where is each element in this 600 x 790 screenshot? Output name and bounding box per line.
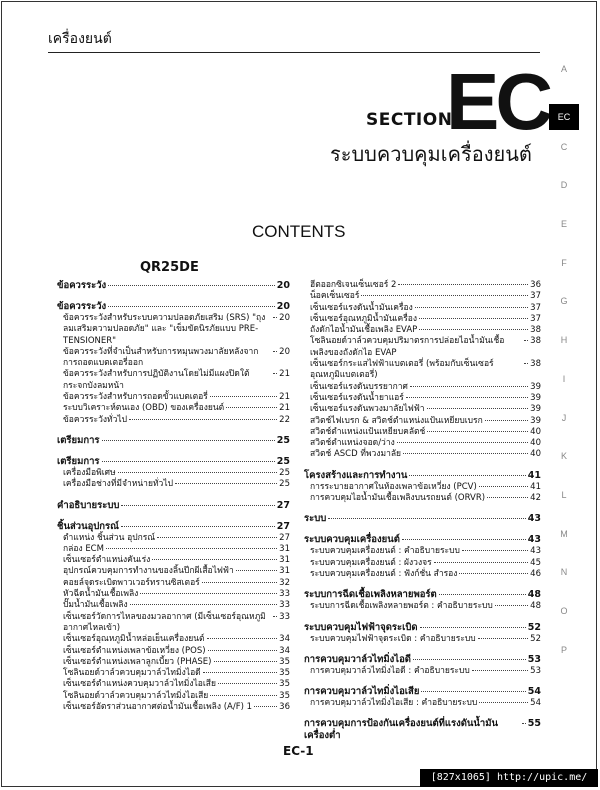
toc-entry-title: การควบคุมวาล์วไทมิ่งไอเสีย xyxy=(304,686,420,698)
toc-page-number: 35 xyxy=(279,690,290,701)
toc-entry[interactable] xyxy=(304,314,541,325)
toc-entry-title: ระบบควบคุมเครื่องยนต์ : ผังวงจร xyxy=(310,557,432,568)
page-number: EC-1 xyxy=(283,744,314,758)
toc-left-column xyxy=(57,280,290,713)
toc-leader-dots xyxy=(273,616,277,617)
toc-entry[interactable] xyxy=(304,280,541,291)
section-tab-n[interactable]: N xyxy=(560,567,568,578)
toc-leader-dots xyxy=(328,518,526,519)
toc-entry-title: โซลินอยด์วาล์วควบคุมวาล์วไทมิ่งไอเสีย xyxy=(63,690,209,701)
toc-entry[interactable] xyxy=(57,578,290,589)
toc-heading[interactable] xyxy=(304,589,541,601)
toc-entry-title: ข้อควรระวังสำหรับการปฏิบัติงานโดยไม่มีแผงปิดใต้กระจกบังลมหน้า xyxy=(63,369,250,391)
toc-entry-title: กล่อง ECM xyxy=(63,543,104,554)
section-tab-p[interactable]: P xyxy=(560,644,567,655)
toc-page-number: 38 xyxy=(530,359,541,370)
toc-leader-dots xyxy=(121,526,275,527)
toc-entry-title: การระบายอากาศในห้องเพลาข้อเหวี่ยง (PCV) xyxy=(310,481,477,492)
toc-entry-title: การควบคุมไอน้ำมันเชื้อเพลิงบนรถยนต์ (ORVR) xyxy=(310,493,486,504)
toc-leader-dots xyxy=(420,627,526,628)
toc-page-number: 38 xyxy=(530,336,541,347)
toc-leader-dots xyxy=(218,683,277,684)
header-rule xyxy=(48,52,540,53)
toc-entry[interactable] xyxy=(304,558,541,569)
toc-page-number: 41 xyxy=(527,469,541,481)
toc-leader-dots xyxy=(129,419,277,420)
toc-leader-dots xyxy=(478,638,528,639)
toc-entry-title: ระบบควบคุมเครื่องยนต์ : ฟังก์ชั่น สำรอง xyxy=(310,568,458,579)
toc-entry[interactable] xyxy=(304,382,541,393)
toc-entry[interactable] xyxy=(304,482,541,493)
toc-entry[interactable] xyxy=(57,415,290,426)
toc-entry[interactable] xyxy=(57,392,290,403)
toc-page-number: 22 xyxy=(279,414,290,425)
toc-entry-title: หัวฉีดน้ำมันเชื้อเพลิง xyxy=(63,589,139,600)
toc-heading[interactable] xyxy=(304,470,541,482)
toc-leader-dots xyxy=(106,548,277,549)
toc-page-number: 31 xyxy=(279,566,290,577)
toc-entry[interactable] xyxy=(57,702,290,713)
toc-entry-title: การควบคุมการป้องกันเครื่องยนต์ที่แรงดันน้ำมันเครื่องต่ำ xyxy=(304,718,498,742)
toc-entry-title: ระบบการฉีดเชื้อเพลิงหลายพอร์ต xyxy=(304,589,437,601)
toc-leader-dots xyxy=(462,550,528,551)
toc-page-number: 43 xyxy=(530,546,541,557)
toc-entry[interactable] xyxy=(57,657,290,668)
toc-heading[interactable] xyxy=(304,513,541,525)
toc-entry-title: ระบบควบคุมเครื่องยนต์ : คำอธิบายระบบ xyxy=(310,546,460,557)
toc-entry-title: ข้อควรระวัง xyxy=(57,280,107,291)
toc-leader-dots xyxy=(419,318,528,319)
toc-page-number: 25 xyxy=(276,434,290,446)
toc-page-number: 46 xyxy=(530,568,541,579)
toc-entry-title: ฮีตออกซิเจนเซ็นเซอร์ 2 xyxy=(310,280,397,290)
toc-heading[interactable] xyxy=(304,654,541,666)
toc-page-number: 52 xyxy=(530,633,541,644)
toc-entry-title: เซ็นเซอร์อุณหภูมิน้ำหล่อเย็นเครื่องยนต์ xyxy=(63,634,205,645)
toc-entry-title: สวิตช์ตำแหน่งแป้นเหยียบคลัตช์ xyxy=(310,426,426,437)
toc-leader-dots xyxy=(524,363,528,364)
section-code: EC xyxy=(446,57,550,146)
toc-leader-dots xyxy=(459,573,528,574)
toc-page-number: 37 xyxy=(530,313,541,324)
toc-leader-dots xyxy=(254,706,277,707)
toc-leader-dots xyxy=(361,295,528,296)
toc-entry-title: ระบบวิเคราะห์ตนเอง (OBD) ของเครื่องยนต์ xyxy=(63,403,225,414)
toc-leader-dots xyxy=(236,570,277,571)
toc-entry[interactable] xyxy=(304,291,541,302)
toc-heading[interactable] xyxy=(304,622,541,634)
toc-entry-title: สวิตช์ตำแหน่งจอด/ว่าง xyxy=(310,438,395,449)
toc-entry-title: สวิตช์ไฟเบรก & สวิตช์ตำแหน่งแป้นเหยียบเบรก xyxy=(310,415,483,426)
toc-entry-title: เซ็นเซอร์แรงดันบรรยากาศ xyxy=(310,381,408,392)
toc-entry[interactable] xyxy=(57,555,290,566)
toc-page-number: 20 xyxy=(276,301,290,312)
toc-page-number: 27 xyxy=(279,532,290,543)
section-tab-g[interactable]: G xyxy=(560,296,568,307)
toc-entry-title: เซ็นเซอร์แรงดันน้ำมันเครื่อง xyxy=(310,302,413,313)
toc-entry[interactable] xyxy=(304,438,541,449)
toc-entry-title: โครงสร้างและการทำงาน xyxy=(304,469,408,481)
toc-entry[interactable] xyxy=(57,369,290,392)
watermark: [827x1065] http://upic.me/ xyxy=(420,769,598,787)
toc-entry-title: เซ็นเซอร์วัดการไหลของมวลอากาศ (มีเซ็นเซอร์อุณหภูมิอากาศไหลเข้า) xyxy=(63,611,266,633)
toc-entry[interactable] xyxy=(57,479,290,490)
toc-leader-dots xyxy=(108,306,275,307)
toc-page-number: 37 xyxy=(530,302,541,313)
toc-page-number: 20 xyxy=(279,346,290,357)
toc-entry[interactable] xyxy=(304,546,541,557)
section-tab-f[interactable]: F xyxy=(561,257,567,268)
toc-page-number: 54 xyxy=(527,686,541,698)
toc-leader-dots xyxy=(214,661,278,662)
toc-leader-dots xyxy=(406,397,528,398)
section-title: ระบบควบคุมเครื่องยนต์ xyxy=(330,142,532,166)
section-tab-m[interactable]: M xyxy=(560,528,568,539)
toc-entry-title: ระบบ xyxy=(304,513,327,525)
toc-leader-dots xyxy=(140,593,277,594)
toc-entry[interactable] xyxy=(57,634,290,645)
toc-leader-dots xyxy=(207,638,278,639)
toc-entry[interactable] xyxy=(304,427,541,438)
toc-page-number: 38 xyxy=(530,325,541,336)
toc-page-number: 25 xyxy=(279,467,290,478)
toc-entry[interactable] xyxy=(304,601,541,612)
toc-page-number: 21 xyxy=(279,403,290,414)
toc-leader-dots xyxy=(402,539,526,540)
toc-page-number: 48 xyxy=(527,589,541,601)
toc-page-number: 33 xyxy=(279,600,290,611)
section-tab-o[interactable]: O xyxy=(560,605,568,616)
toc-entry[interactable] xyxy=(57,347,290,370)
toc-page-number: 31 xyxy=(279,543,290,554)
toc-leader-dots xyxy=(427,431,528,432)
toc-leader-dots xyxy=(472,670,528,671)
toc-page-number: 41 xyxy=(530,481,541,492)
toc-page-number: 36 xyxy=(279,702,290,713)
toc-entry[interactable] xyxy=(304,325,541,336)
section-tab-h[interactable]: H xyxy=(560,335,568,346)
toc-page-number: 40 xyxy=(530,449,541,460)
toc-page-number: 53 xyxy=(527,653,541,665)
toc-entry-title: สวิตช์ ASCD ที่พวงมาลัย xyxy=(310,449,402,460)
toc-entry-title: โซลินอยด์วาล์วควบคุมปริมาตรการปล่อยไอน้ำมันเชื้อเพลิงของถังดักไอ EVAP xyxy=(310,336,505,358)
toc-entry[interactable] xyxy=(304,416,541,427)
toc-leader-dots xyxy=(524,340,528,341)
toc-page-number: 39 xyxy=(530,404,541,415)
toc-heading[interactable] xyxy=(57,521,290,533)
toc-heading[interactable] xyxy=(57,500,290,512)
section-tab-l[interactable]: L xyxy=(561,489,567,500)
toc-entry-title: ปั๊มน้ำมันเชื้อเพลิง xyxy=(63,600,128,611)
toc-entry[interactable] xyxy=(57,468,290,479)
toc-entry-title: เซ็นเซอร์แรงดันน้ำยาแอร์ xyxy=(310,392,404,403)
toc-entry-title: น็อคเซ็นเซอร์ xyxy=(310,291,360,302)
toc-leader-dots xyxy=(495,605,528,606)
toc-heading[interactable] xyxy=(57,456,290,468)
toc-entry-title: อุปกรณ์ควบคุมการทำงานของลิ้นปีกผีเสื้อไฟฟ้า xyxy=(63,566,234,577)
toc-page-number: 21 xyxy=(279,392,290,403)
toc-entry-title: โซลินอยด์วาล์วควบคุมวาล์วไทมิ่งไอดี xyxy=(63,668,201,679)
toc-leader-dots xyxy=(108,285,275,286)
section-word: SECTION xyxy=(366,110,453,130)
toc-leader-dots xyxy=(121,505,274,506)
toc-page-number: 32 xyxy=(279,577,290,588)
toc-entry[interactable] xyxy=(57,403,290,414)
section-tab-e[interactable]: E xyxy=(560,219,567,230)
toc-entry-title: เซ็นเซอร์ตำแหน่งเพลาข้อเหวี่ยง (POS) xyxy=(63,645,206,656)
toc-page-number: 34 xyxy=(279,634,290,645)
toc-entry-title: เครื่องมือพิเศษ xyxy=(63,467,116,478)
toc-entry[interactable] xyxy=(304,493,541,504)
toc-entry[interactable] xyxy=(304,698,541,709)
toc-leader-dots xyxy=(522,723,526,724)
toc-entry-title: ข้อควรระวังทั่วไป xyxy=(63,414,128,425)
toc-entry[interactable] xyxy=(304,666,541,677)
toc-page-number: 39 xyxy=(530,392,541,403)
toc-page-number: 27 xyxy=(276,499,290,511)
toc-heading[interactable] xyxy=(57,435,290,447)
toc-leader-dots xyxy=(485,420,528,421)
toc-page-number: 31 xyxy=(279,555,290,566)
toc-leader-dots xyxy=(273,351,277,352)
toc-entry[interactable] xyxy=(57,679,290,690)
section-index-sidebar xyxy=(549,60,579,679)
toc-page-number: 43 xyxy=(527,513,541,525)
toc-leader-dots xyxy=(439,594,526,595)
toc-entry-title: เซ็นเซอร์แรงดันพวงมาลัยไฟฟ้า xyxy=(310,404,425,415)
toc-entry[interactable] xyxy=(304,336,541,359)
toc-page-number: 42 xyxy=(530,493,541,504)
toc-entry-title: เซ็นเซอร์ตำแหน่งเพลาลูกเบี้ยว (PHASE) xyxy=(63,656,212,667)
toc-entry[interactable] xyxy=(304,449,541,460)
toc-leader-dots xyxy=(419,329,528,330)
section-tab-c[interactable]: C xyxy=(560,141,568,152)
toc-entry[interactable] xyxy=(57,668,290,679)
toc-page-number: 20 xyxy=(279,313,290,323)
toc-entry-title: เซ็นเซอร์ตำแหน่งควบคุมวาล์วไทมิ่งไอเสีย xyxy=(63,679,216,690)
toc-entry-title: ชิ้นส่วนอุปกรณ์ xyxy=(57,520,119,532)
toc-heading[interactable] xyxy=(304,718,541,742)
toc-leader-dots xyxy=(479,702,528,703)
toc-page-number: 33 xyxy=(279,589,290,600)
toc-entry-title: ระบบควบคุมไฟฟ้าจุดระเบิด : คำอธิบายระบบ xyxy=(310,633,476,644)
toc-leader-dots xyxy=(175,483,277,484)
toc-leader-dots xyxy=(102,440,275,441)
toc-heading[interactable] xyxy=(304,686,541,698)
toc-leader-dots xyxy=(415,307,528,308)
section-tab-k[interactable]: K xyxy=(560,451,567,462)
toc-entry[interactable] xyxy=(304,404,541,415)
toc-leader-dots xyxy=(409,475,525,476)
toc-leader-dots xyxy=(413,659,526,660)
toc-heading[interactable] xyxy=(304,534,541,546)
toc-leader-dots xyxy=(410,386,528,387)
toc-entry-title: การควบคุมวาล์วไทมิ่งไอเสีย : คำอธิบายระบบ xyxy=(310,698,478,709)
toc-leader-dots xyxy=(130,604,278,605)
toc-heading[interactable] xyxy=(57,301,290,313)
model-name: QR25DE xyxy=(140,260,199,275)
toc-heading[interactable] xyxy=(57,280,290,292)
section-tab-i[interactable]: I xyxy=(562,373,566,384)
toc-entry[interactable] xyxy=(57,544,290,555)
toc-leader-dots xyxy=(208,650,278,651)
toc-entry-title: ข้อควรระวังที่จำเป็นสำหรับการหมุนพวงมาลัยหลังจากการถอดแบตเตอรี่ออก xyxy=(63,346,259,369)
toc-leader-dots xyxy=(102,461,275,462)
toc-leader-dots xyxy=(157,537,277,538)
toc-entry-title: เซ็นเซอร์ตำแหน่งคันเร่ง xyxy=(63,555,151,566)
toc-page-number: 52 xyxy=(527,621,541,633)
toc-page-number: 48 xyxy=(530,601,541,612)
toc-entry[interactable] xyxy=(304,569,541,580)
toc-page-number: 21 xyxy=(279,369,290,380)
section-tab-j[interactable]: J xyxy=(561,412,567,423)
toc-entry[interactable] xyxy=(304,634,541,645)
toc-page-number: 53 xyxy=(530,665,541,676)
toc-entry[interactable] xyxy=(57,566,290,577)
toc-page-number: 54 xyxy=(530,698,541,709)
toc-entry[interactable] xyxy=(57,533,290,544)
toc-page-number: 36 xyxy=(530,280,541,290)
toc-leader-dots xyxy=(403,453,528,454)
toc-leader-dots xyxy=(202,582,277,583)
toc-entry[interactable] xyxy=(57,589,290,600)
header-label: เครื่องยนต์ xyxy=(48,31,112,47)
toc-leader-dots xyxy=(427,408,529,409)
toc-entry-title: ระบบควบคุมเครื่องยนต์ xyxy=(304,534,400,546)
toc-entry-title: เซ็นเซอร์อุณหภูมิน้ำมันเครื่อง xyxy=(310,313,418,324)
toc-page-number: 20 xyxy=(276,280,290,291)
toc-page-number: 55 xyxy=(527,718,541,730)
toc-leader-dots xyxy=(273,373,277,374)
toc-entry-title: คำอธิบายระบบ xyxy=(57,499,120,511)
toc-leader-dots xyxy=(152,559,277,560)
toc-entry-title: ถังดักไอน้ำมันเชื้อเพลิง EVAP xyxy=(310,325,418,336)
toc-entry-title: ระบบควบคุมไฟฟ้าจุดระเบิด xyxy=(304,621,418,633)
toc-page-number: 35 xyxy=(279,668,290,679)
toc-leader-dots xyxy=(434,562,529,563)
toc-entry-title: ระบบการฉีดเชื้อเพลิงหลายพอร์ต : คำอธิบายระบบ xyxy=(310,601,493,612)
toc-page-number: 25 xyxy=(276,455,290,467)
toc-leader-dots xyxy=(487,497,528,498)
toc-leader-dots xyxy=(421,691,525,692)
toc-leader-dots xyxy=(118,472,278,473)
toc-leader-dots xyxy=(210,695,277,696)
toc-page-number: 33 xyxy=(279,611,290,622)
toc-leader-dots xyxy=(479,486,528,487)
toc-entry-title: ข้อควรระวัง xyxy=(57,301,107,312)
toc-page-number: 25 xyxy=(279,479,290,490)
toc-page-number: 35 xyxy=(279,679,290,690)
toc-page-number: 27 xyxy=(276,520,290,532)
toc-leader-dots xyxy=(203,672,277,673)
toc-entry-title: การควบคุมวาล์วไทมิ่งไอดี xyxy=(304,653,411,665)
toc-page-number: 35 xyxy=(279,656,290,667)
toc-right-column xyxy=(304,280,541,742)
section-tab-ec[interactable]: EC xyxy=(549,104,579,130)
toc-entry[interactable] xyxy=(304,393,541,404)
toc-leader-dots xyxy=(210,396,277,397)
section-tab-a[interactable]: A xyxy=(560,64,567,74)
toc-entry-title: ข้อควรระวังสำหรับระบบความปลอดภัยเสริม (SRS) "ถุงลมเสริมความปลอดภัย" และ "เข็มขัดนิรภัยแบบ PRE-TENSIONER" xyxy=(63,313,266,346)
toc-leader-dots xyxy=(226,407,277,408)
toc-entry[interactable] xyxy=(304,303,541,314)
toc-page-number: 40 xyxy=(530,426,541,437)
contents-title: CONTENTS xyxy=(252,222,346,241)
toc-page-number: 45 xyxy=(530,557,541,568)
toc-page-number: 40 xyxy=(530,438,541,449)
toc-entry[interactable] xyxy=(57,313,290,347)
toc-entry-title: เซ็นเซอร์กระแสไฟฟ้าแบตเตอรี่ (พร้อมกับเซ็นเซอร์อุณหภูมิแบตเตอรี่) xyxy=(310,359,494,381)
toc-entry[interactable] xyxy=(57,691,290,702)
toc-entry-title: คอยล์จุดระเบิดพาวเวอร์ทรานซิสเตอร์ xyxy=(63,577,200,588)
toc-entry[interactable] xyxy=(304,359,541,382)
toc-leader-dots xyxy=(273,317,277,318)
toc-entry-title: เซ็นเซอร์อัตราส่วนอากาศต่อน้ำมันเชื้อเพลิง (A/F) 1 xyxy=(63,702,253,713)
section-tab-d[interactable]: D xyxy=(560,180,568,191)
toc-leader-dots xyxy=(398,284,528,285)
toc-entry[interactable] xyxy=(57,612,290,635)
toc-entry[interactable] xyxy=(57,600,290,611)
toc-entry[interactable] xyxy=(57,646,290,657)
toc-page-number: 39 xyxy=(530,415,541,426)
toc-entry-title: เครื่องมือช่างที่มีจำหน่ายทั่วไป xyxy=(63,479,173,490)
toc-entry-title: เตรียมการ xyxy=(57,434,100,446)
toc-page-number: 43 xyxy=(527,534,541,546)
toc-entry-title: เตรียมการ xyxy=(57,455,100,467)
toc-page-number: 37 xyxy=(530,291,541,302)
toc-entry-title: ตำแหน่ง ชิ้นส่วน อุปกรณ์ xyxy=(63,532,156,543)
toc-entry-title: การควบคุมวาล์วไทมิ่งไอดี : คำอธิบายระบบ xyxy=(310,665,470,676)
toc-page-number: 39 xyxy=(530,381,541,392)
toc-entry-title: ข้อควรระวังสำหรับการถอดขั้วแบตเตอรี่ xyxy=(63,392,208,403)
toc-page-number: 34 xyxy=(279,645,290,656)
toc-leader-dots xyxy=(397,442,528,443)
